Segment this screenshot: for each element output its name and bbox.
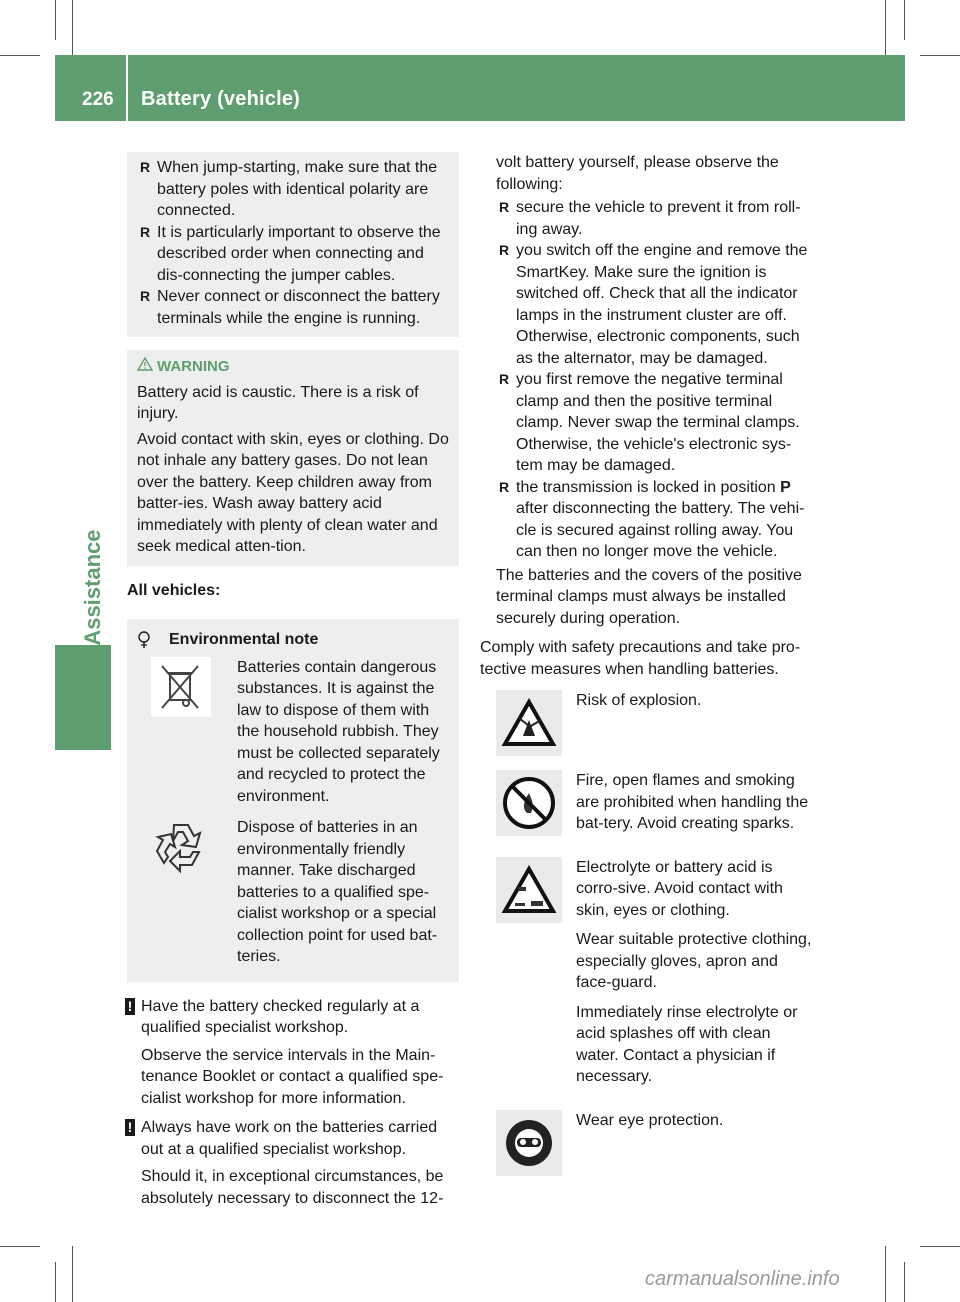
environment-item — [137, 817, 449, 968]
side-tab-label-wrap — [80, 122, 112, 750]
list-item: R Never connect or disconnect the battery terminals while the engine is running. — [137, 286, 449, 329]
right-column — [480, 152, 814, 1190]
hazard-item — [480, 690, 814, 756]
notice-text: Should it, in exceptional circumstances, be absolutely necessary to disconnect the 12- — [141, 1168, 444, 1207]
recycle-icon — [151, 817, 211, 877]
page-number: 226 — [82, 89, 114, 110]
environment-bulb-icon — [137, 631, 151, 649]
watermark: carmanualsonline.info — [645, 1268, 840, 1290]
crop-mark — [72, 0, 73, 55]
crop-mark — [920, 1246, 960, 1247]
notice-item — [127, 1117, 459, 1209]
crop-mark — [0, 55, 40, 56]
page-title: Battery (vehicle) — [141, 88, 301, 110]
gear-position-p: P — [780, 478, 791, 496]
crop-mark — [885, 0, 886, 55]
environmental-note-title-text: Environmental note — [169, 631, 319, 648]
notice-text: Always have work on the batteries carried out at a qualified specialist workshop. — [141, 1119, 438, 1158]
notice-text: Observe the service intervals in the Main-tenance Booklet or contact a qualified spe-cialist workshop for more information. — [141, 1046, 444, 1107]
hazard-item — [480, 770, 814, 843]
covers-note: The batteries and the covers of the positive terminal clamps must always be installed securely during operation. — [496, 566, 802, 627]
list-item: R When jump-starting, make sure that the battery poles with identical polarity are connected. — [137, 157, 449, 222]
list-item — [496, 477, 814, 563]
environmental-note-box — [127, 619, 459, 982]
precaution-list — [480, 197, 814, 563]
eye-protection-icon — [496, 1110, 562, 1176]
intro-text: volt battery yourself, please observe the following: — [496, 154, 779, 193]
crop-mark — [0, 1246, 40, 1247]
exclamation-icon: ! — [125, 1119, 135, 1136]
hazard-text — [576, 770, 814, 843]
notice-item — [127, 996, 459, 1110]
crop-mark — [920, 55, 960, 56]
hazard-text-line: Immediately rinse electrolyte or acid splashes off with clean water. Contact a physician if necessary. — [576, 1003, 798, 1085]
list-item: R secure the vehicle to prevent it from roll-ing away. — [496, 197, 814, 240]
crop-mark — [72, 1246, 73, 1302]
list-item: R It is particularly important to observe the described order when connecting and dis-connecting the jumper cables. — [137, 222, 449, 287]
crop-mark — [904, 0, 905, 40]
warning-title-text: WARNING — [157, 358, 230, 375]
notice-text: Have the battery checked regularly at a qualified specialist workshop. — [141, 997, 420, 1036]
list-item: R you first remove the negative terminal clamp and then the positive terminal clamp. Never swap the terminal clamps. Otherwise, the vehicle's electronic sys-tem may be damaged. — [496, 369, 814, 477]
environment-text: Dispose of batteries in an environmentally friendly manner. Take discharged batteries to a qualified spe-cialist workshop or a special collection point for used bat-teries. — [237, 819, 438, 965]
list-item: R you switch off the engine and remove the SmartKey. Make sure the ignition is switched off. Check that all the indicator lamps in the instrument cluster are off. Otherwise, electronic components, such as the alternator, may be damaged. — [496, 240, 814, 369]
environment-item — [137, 657, 449, 808]
warning-triangle-icon — [137, 357, 153, 371]
hazard-text — [576, 690, 701, 756]
hazard-text-line: Wear eye protection. — [576, 1111, 724, 1129]
no-fire-icon — [496, 770, 562, 836]
environmental-note-title — [169, 629, 449, 651]
warning-text: Avoid contact with skin, eyes or clothing. Do not inhale any battery gases. Do not lean over the battery. Keep children away from batter-ies. Wash away battery acid immediately with plenty of clean water and seek medical atten-tion. — [137, 430, 449, 555]
header-divider — [126, 55, 128, 121]
hazard-text — [576, 857, 814, 1096]
warning-title — [157, 356, 451, 378]
hazard-text-line: Fire, open flames and smoking are prohibited when handling the bat-tery. Avoid creating sparks. — [576, 772, 809, 832]
environment-text: Batteries contain dangerous substances. It is against the law to dispose of them with the household rubbish. They must be collected separately and recycled to protect the environment. — [237, 658, 440, 805]
jump-start-box — [127, 152, 459, 337]
comply-text: Comply with safety precautions and take pro-tective measures when handling batteries. — [480, 639, 801, 678]
hazard-text — [576, 1110, 723, 1176]
crop-mark — [885, 1246, 886, 1302]
side-tab-label: Roadside Assistance — [80, 529, 105, 750]
hazard-item — [480, 1110, 814, 1176]
list-item-text: the transmission is locked in position — [516, 478, 781, 496]
crossed-bin-icon — [151, 657, 211, 717]
hazard-text-line: Electrolyte or battery acid is corro-sive. Avoid contact with skin, eyes or clothing. — [576, 858, 783, 919]
crop-mark — [55, 1262, 56, 1302]
crop-mark — [55, 0, 56, 40]
list-item-text: after disconnecting the battery. The vehi-cle is secured against rolling away. You can then no longer move the vehicle. — [516, 500, 805, 560]
hazard-text-line: Wear suitable protective clothing, especially gloves, apron and face-guard. — [576, 931, 812, 991]
hazard-text-line: Risk of explosion. — [576, 692, 702, 709]
crop-mark — [904, 1262, 905, 1302]
section-heading: All vehicles: — [127, 581, 221, 599]
explosion-hazard-icon — [496, 690, 562, 756]
hazard-item — [480, 857, 814, 1096]
warning-text: Battery acid is caustic. There is a risk of injury. — [137, 383, 419, 422]
corrosive-hazard-icon — [496, 857, 562, 923]
left-column — [127, 152, 459, 1217]
warning-box — [127, 350, 459, 566]
exclamation-icon: ! — [125, 998, 135, 1015]
